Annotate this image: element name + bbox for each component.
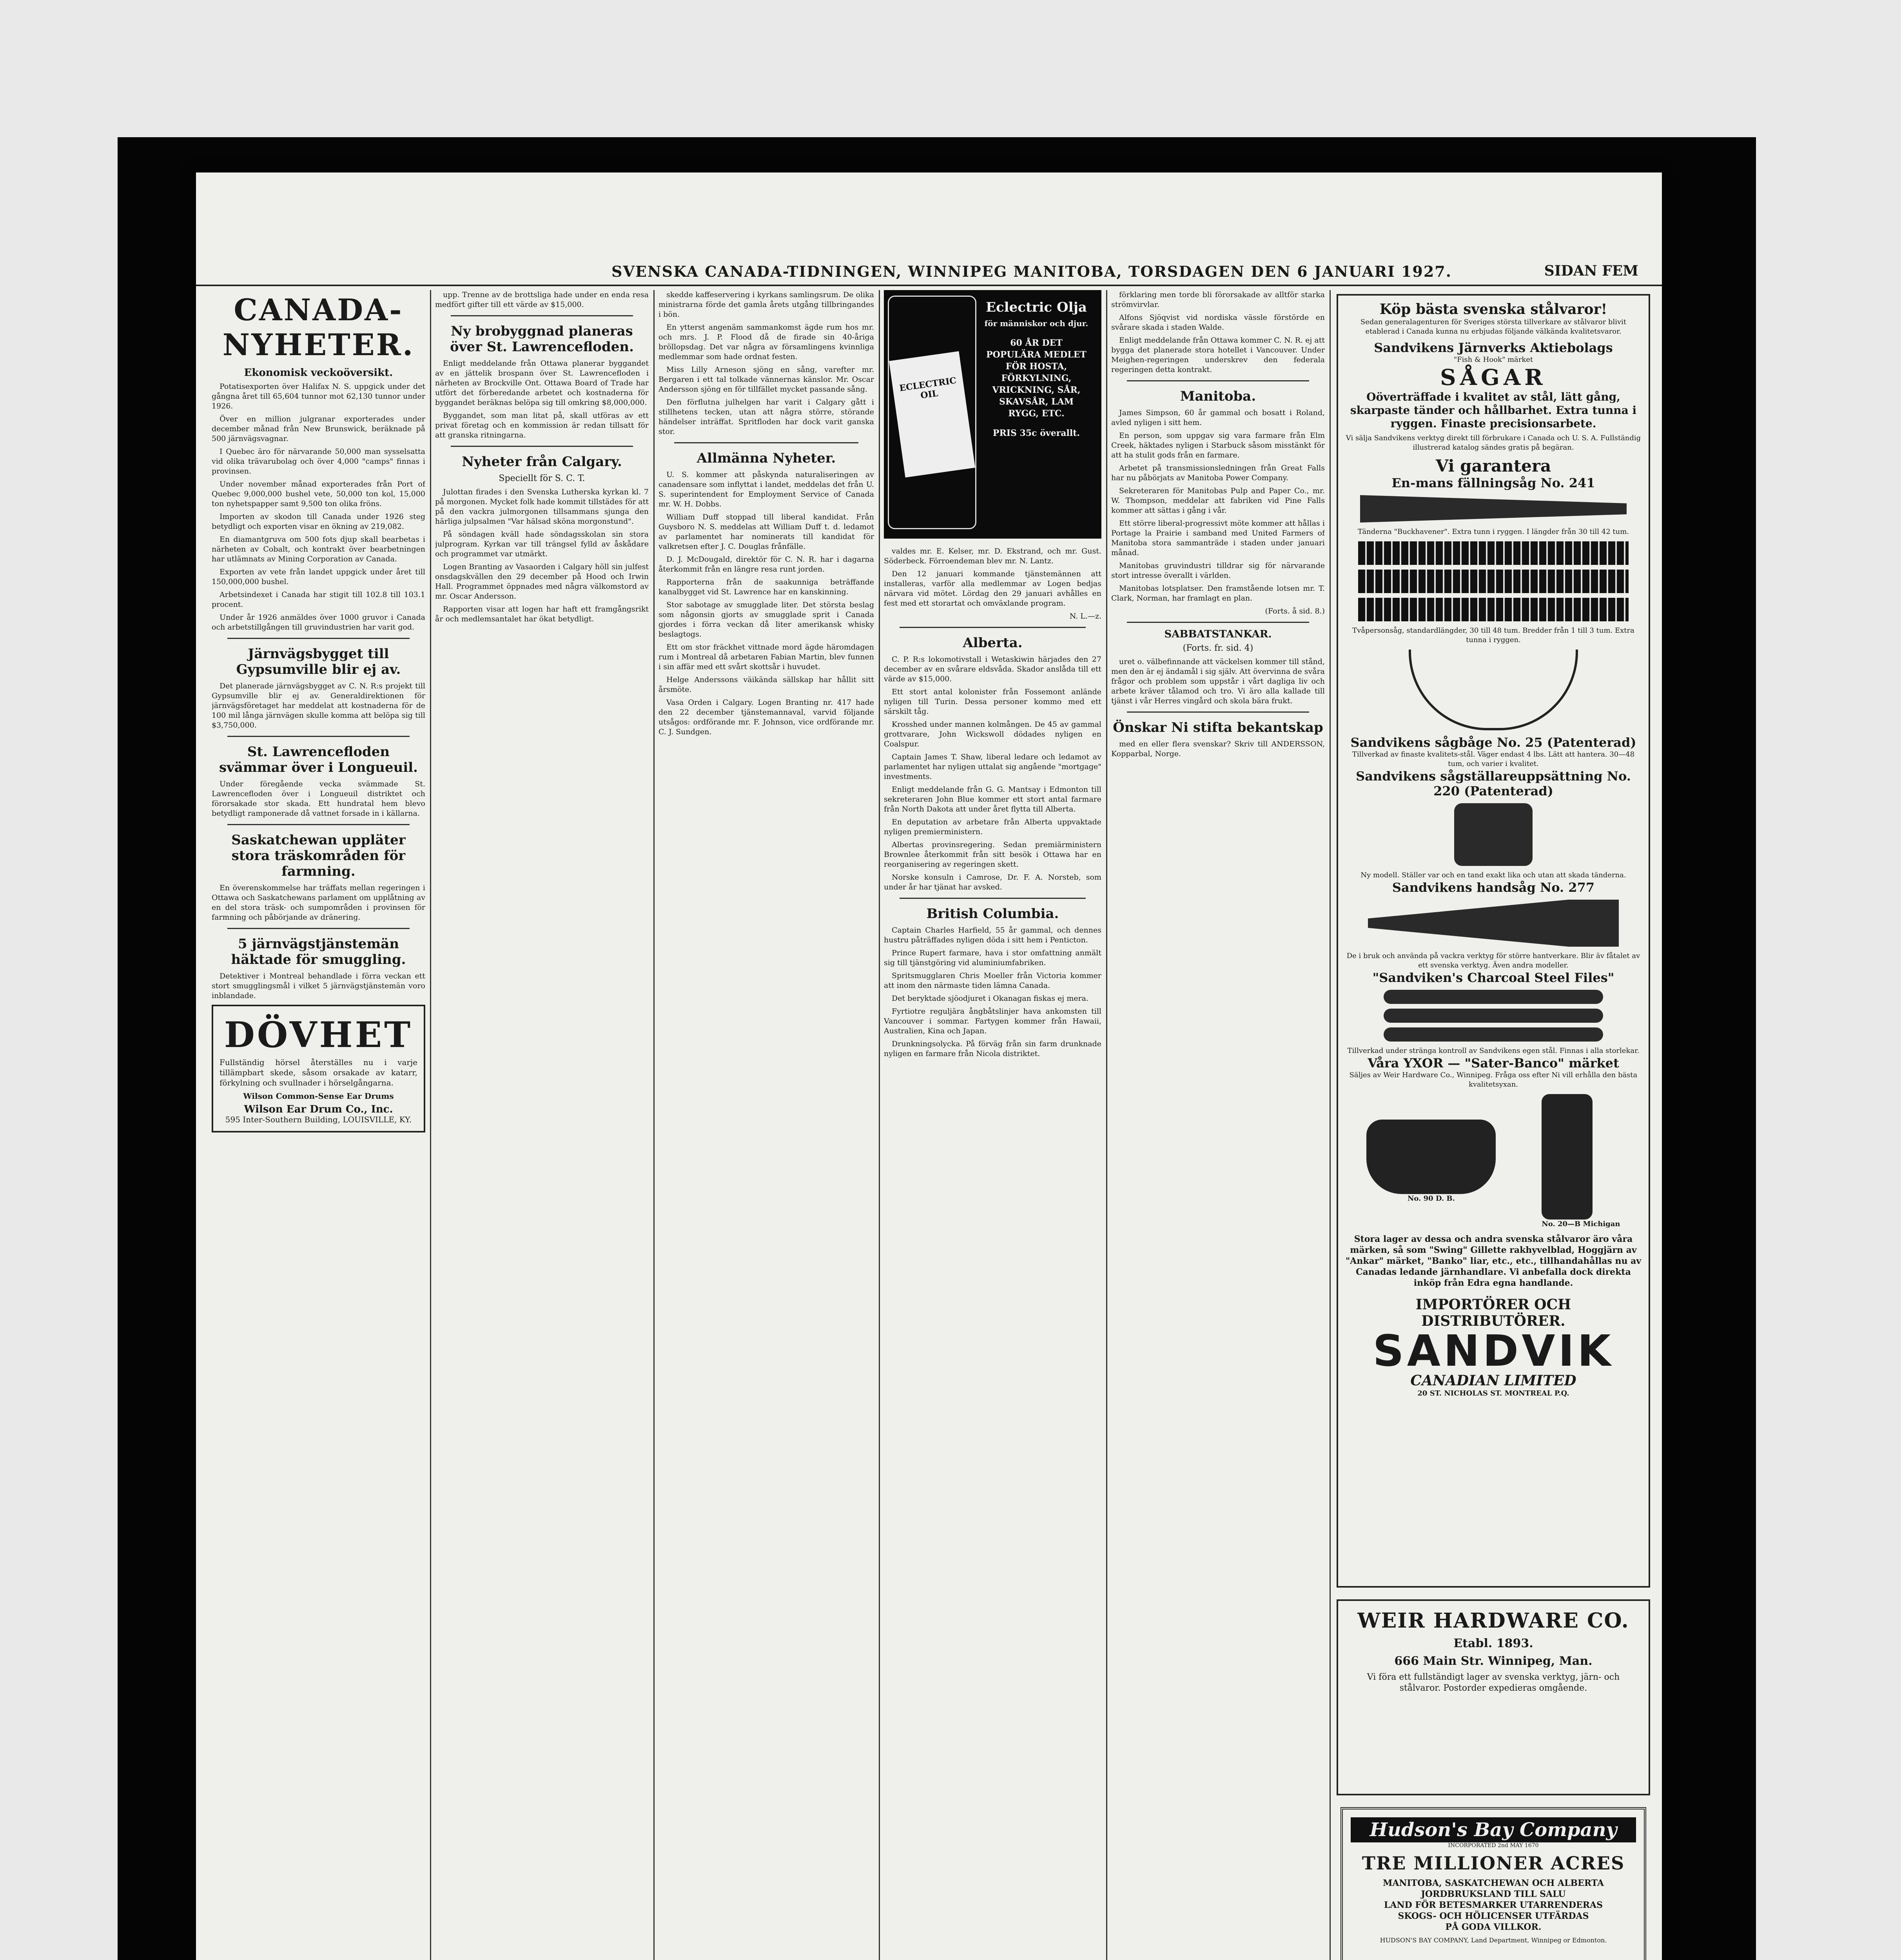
paragraph: Det beryktade sjöodjuret i Okanagan fiskas ej mera. bbox=[892, 994, 1088, 1003]
column-2 bbox=[435, 290, 649, 1960]
ad-intro: Sedan generalagenturen för Sveriges största tillverkare av stålvaror blivit etablerad i Canada kunna nu erbjudas följande välkända kvalitetsvaror. bbox=[1360, 318, 1627, 336]
paragraph: Ett stort antal kolonister från Fossemont anlände nyligen till Turin. Dessa personer kommo med ett särskilt tåg. bbox=[884, 688, 1101, 716]
headline-smuggling: 5 järnvägstjänstemän häktade för smuggling. bbox=[231, 936, 406, 967]
column-rule bbox=[653, 290, 655, 1960]
separator bbox=[900, 898, 1086, 899]
paragraph: Under november månad exporterades från Port of Quebec 9,000,000 bushel vete, 50,000 ton kol, 15,000 ton nyhetspapper samt 9,500 ton olika fröns. bbox=[212, 480, 425, 508]
column-rule bbox=[430, 290, 431, 1960]
paragraph: förklaring men torde bli förorsakade av alltför starka strömvirvlar. bbox=[1111, 290, 1325, 309]
axe-label: No. 90 D. B. bbox=[1407, 1194, 1455, 1203]
paragraph: Logen Branting av Vasaorden i Calgary höll sin julfest onsdagskvällen den 29 december på Hood och Irwin Hall. Programmet öppnades med några välkomstord av mr. Oscar Andersson. bbox=[435, 563, 649, 601]
paragraph: I Quebec äro för närvarande 50,000 man sysselsatta vid olika trävarubolag och över 4,000 "camps" finnas i provinsen. bbox=[212, 447, 425, 475]
ad-forest: SKOGS- OCH HÖLICENSER UTFÄRDAS bbox=[1398, 1911, 1589, 1921]
logo-address: 20 ST. NICHOLAS ST. MONTREAL P.Q. bbox=[1417, 1389, 1569, 1397]
paragraph: En diamantgruva om 500 fots djup skall bearbetas i närheten av Cobalt, och kontrakt över bearbetningen har utlämnats av Mining Corporation av Canada. bbox=[212, 535, 425, 563]
sandvik-ad bbox=[1337, 294, 1650, 1588]
headline-sabbath: SABBATSTANKAR. bbox=[1164, 628, 1272, 640]
ad-stock-text: Stora lager av dessa och andra svenska stålvaror äro våra märken, så som "Swing" Gillette rakhyvelblad, Hoggjärn av "Ankar" märket, "Banko" liar, etc., etc., tillhandahållas nu av Canadas ledande järnhandlare. Vi anbefalla dock direkta inköp från Edra egna handlande. bbox=[1345, 1234, 1642, 1288]
logo-subtitle: CANADIAN LIMITED bbox=[1410, 1372, 1576, 1389]
headline-railway: Järnvägsbygget till Gypsumville blir ej av. bbox=[236, 646, 401, 677]
product-note: Tillverkad av finaste kvalitets-stål. Väger endast 4 lbs. Lätt att hantera. 30—48 tum, och varier i kvalitet. bbox=[1352, 750, 1635, 768]
paragraph: Ett om stor fräckhet vittnade mord ägde häromdagen rum i Montreal då arbetaren Fabian Martin, blev funnen i sin affär med ett svårt skottsår i huvudet. bbox=[658, 643, 874, 671]
ad-guarantee: Vi garantera bbox=[1435, 456, 1551, 475]
ad-brand: "Fish & Hook" märket bbox=[1453, 356, 1533, 364]
crosscut-saw-icon bbox=[1360, 495, 1627, 523]
headline-calgary: Nyheter från Calgary. bbox=[462, 454, 622, 470]
ad-sold-text: Vi sälja Sandvikens verktyg direkt till förbrukare i Canada och U. S. A. Fullständig illustrerad katalog sändes gratis på begäran. bbox=[1346, 434, 1641, 452]
paragraph: Byggandet, som man litat på, skall utföras av ett privat företag och en kommission är redan tillsatt för att granska ritningarna. bbox=[435, 411, 649, 439]
ad-company: Wilson Ear Drum Co., Inc. bbox=[244, 1103, 393, 1115]
headline-saskatchewan: Saskatchewan uppläter stora träskområden för farmning. bbox=[231, 832, 406, 879]
paragraph: Den förflutna julhelgen har varit i Calgary gått i stillhetens tecken, utan att några större, störande händelser inträffat. Spritfloden har dock varit ganska stor. bbox=[658, 398, 874, 436]
separator bbox=[674, 442, 858, 443]
hudsons-bay-ad bbox=[1340, 1807, 1646, 1960]
ad-contact: HUDSON'S BAY COMPANY, Land Department, Winnipeg or Edmonton. bbox=[1380, 1936, 1607, 1944]
paragraph: Prince Rupert farmare, hava i stor omfattning anmält sig till tjänstgöring vid aluminiumfabriken. bbox=[884, 949, 1101, 967]
separator bbox=[1127, 711, 1309, 713]
product-note: Tillverkad under stränga kontroll av Sandvikens egen stål. Finnas i alla storlekar. bbox=[1347, 1047, 1640, 1055]
ad-address: 666 Main Str. Winnipeg, Man. bbox=[1394, 1654, 1593, 1668]
paragraph: En person, som uppgav sig vara farmare från Elm Creek, häktades nyligen i Starbuck såsom misstänkt för att ha stulit gods från en farmare. bbox=[1111, 431, 1325, 459]
paragraph: Manitobas lotsplatser. Den framstående lotsen mr. T. Clark, Norman, har framlagt en plan. bbox=[1111, 584, 1325, 603]
separator bbox=[227, 638, 410, 639]
ad-text: Vi föra ett fullständigt lager av svenska verktyg, järn- och stålvaror. Postorder expedieras omgående. bbox=[1367, 1672, 1620, 1693]
paragraph: Albertas provinsregering. Sedan premiärministern Brownlee återkommit från sitt besök i Ottawa har en reorganisering av regeringen skett. bbox=[884, 840, 1101, 869]
ad-address: 595 Inter-Southern Building, LOUISVILLE, KY. bbox=[225, 1115, 412, 1124]
paragraph: Alfons Sjöqvist vid nordiska vässle förstörde en svårare skada i staden Walde. bbox=[1111, 313, 1325, 332]
saw-setter-icon bbox=[1454, 803, 1533, 866]
paragraph: Det planerade järnvägsbygget av C. N. R:s projekt till Gypsumville blir ej av. Generaldirektionen för järnvägsföretaget har meddelat att kostnaderna för de 100 mil långa järnvägen skulle komma att belöpa sig till $3,750,000. bbox=[212, 682, 425, 730]
byline: Speciellt för S. C. T. bbox=[499, 474, 585, 483]
paragraph: Den 12 januari kommande tjänstemännen att installeras, varför alla medlemmar av Logen bedjas närvara vid mötet. Lördag den 29 januari avhålles en fest med ett storartat och omväxlande program. bbox=[884, 570, 1101, 608]
paragraph: William Duff stoppad till liberal kandidat. Från Guysboro N. S. meddelas att William Duff t. d. ledamot av parlamentet har nominerats till kandidat för valkretsen efter J. C. Douglas frånfälle. bbox=[658, 513, 874, 551]
paragraph: Ett större liberal-progressivt möte kommer att hållas i Portage la Prairie i samband med United Farmers of Manitoba stora sammanträde i staden under januari månad. bbox=[1111, 519, 1325, 557]
bow-saw-icon bbox=[1409, 650, 1578, 730]
saw-teeth-icon bbox=[1358, 570, 1629, 593]
ad-saws-title: SÅGAR bbox=[1440, 365, 1547, 390]
headline-british-columbia: British Columbia. bbox=[926, 906, 1059, 922]
ad-company: Sandvikens Järnverks Aktiebolags bbox=[1374, 340, 1613, 355]
ad-tagline: Oöverträffade i kvalitet av stål, lätt gång, skarpaste tänder och hållbarhet. Extra tunna i ryggen. Finaste precisionsarbete. bbox=[1350, 390, 1637, 430]
product-note: De i bruk och använda på vackra verktyg för större hantverkare. Blir äv fåtalet av ett svenska verktyg. Även andra modeller. bbox=[1346, 952, 1640, 969]
paragraph: Spritsmugglaren Chris Moeller från Victoria kommer att inom den närmaste tiden lämna Canada. bbox=[884, 971, 1101, 990]
paragraph: valdes mr. E. Kelser, mr. D. Ekstrand, och mr. Gust. Söderbeck. Förroendeman blev mr. N. Lantz. bbox=[884, 547, 1101, 565]
ad-established: Etabl. 1893. bbox=[1453, 1637, 1533, 1650]
paragraph: uret o. välbefinnande att väckelsen kommer till stånd, men den är ej ändamål i sig själv. Att övervinna de svåra frågor och problem som uppstår i vårt dagliga liv och arbete kräver tålamod och tro. Vi äro alla kallade till tjänst i vår Herres vingård och skola bära frukt. bbox=[1111, 657, 1325, 705]
column-4 bbox=[884, 290, 1101, 1960]
column-rule bbox=[1106, 290, 1107, 1960]
product-axes: Våra YXOR — "Sater-Banco" märket bbox=[1368, 1056, 1619, 1071]
column-rule bbox=[879, 290, 880, 1960]
separator bbox=[227, 736, 410, 737]
continued-from: (Forts. fr. sid. 4) bbox=[1183, 643, 1253, 653]
file-icon bbox=[1384, 990, 1603, 1004]
axe-head-icon bbox=[1542, 1094, 1593, 1220]
ad-land: JORDBRUKSLAND TILL SALU bbox=[1421, 1889, 1566, 1899]
paragraph: Potatisexporten över Halifax N. S. uppgick under det gångna året till 65,604 tunnor mot 62,130 tunnor under 1926. bbox=[212, 382, 425, 410]
ad-headline: Köp bästa svenska stålvaror! bbox=[1379, 301, 1607, 318]
separator bbox=[451, 315, 633, 316]
paragraph: Captain James T. Shaw, liberal ledare och ledamot av parlamentet har nyligen uttalat sig angående "mortgage" investments. bbox=[884, 753, 1101, 781]
weir-hardware-ad bbox=[1337, 1599, 1650, 1795]
paragraph: upp. Trenne av de brottsliga hade under en enda resa medfört gifter till ett värde av $15,000. bbox=[435, 290, 649, 309]
paragraph: Vasa Orden i Calgary. Logen Branting nr. 417 hade den 22 december tjänstemannaval, varvid följande utsågos: ordförande mr. F. Johnson, vice ordförande mr. C. J. Sundgen. bbox=[658, 698, 874, 736]
ad-headline: TRE MILLIONER ACRES bbox=[1362, 1853, 1625, 1874]
paragraph: Norske konsuln i Camrose, Dr. F. A. Norsteb, som under år har tjänat har avsked. bbox=[884, 873, 1101, 891]
ad-incorporated: INCORPORATED 2nd MAY 1670 bbox=[1448, 1842, 1539, 1849]
product-note: Tvåpersonsåg, standardlängder, 30 till 48 tum. Bredder från 1 till 3 tum. Extra tunna i ryggen. bbox=[1352, 626, 1634, 644]
deafness-ad bbox=[212, 1005, 425, 1132]
eclectric-oil-ad bbox=[884, 290, 1101, 539]
paragraph: skedde kaffeservering i kyrkans samlingsrum. De olika ministrarna förde det gamla årets utgång tillbringandes i bön. bbox=[658, 290, 874, 319]
axe-figure bbox=[1366, 1120, 1496, 1203]
saw-teeth-icon bbox=[1358, 598, 1629, 621]
file-icon bbox=[1384, 1009, 1603, 1023]
separator bbox=[900, 627, 1086, 628]
ad-importers: IMPORTÖRER OCH DISTRIBUTÖRER. bbox=[1415, 1296, 1571, 1329]
ad-terms: PÅ GODA VILLKOR. bbox=[1445, 1922, 1542, 1932]
column-1 bbox=[212, 290, 425, 1960]
paragraph: En deputation av arbetare från Alberta uppvaktade nyligen premierministern. bbox=[884, 818, 1101, 836]
paragraph: På söndagen kväll hade söndagsskolan sin stora julprogram. Kyrkan var till trängsel fylld av åskådare och programmet var utmärkt. bbox=[435, 530, 649, 558]
product-bowsaw: Sandvikens sågbåge No. 25 (Patenterad) bbox=[1350, 735, 1636, 750]
paragraph: Manitobas gruvindustri tilldrar sig för närvarande stort intresse överallt i världen. bbox=[1111, 561, 1325, 580]
paragraph: Enligt meddelande från Ottawa planerar byggandet av en jättelik brospann över St. Lawrencefloden i närheten av Brockville Ont. Ottawa Board of Trade har utfört det förberedande arbetet och kostnaderna för byggandet beräknas belöpa sig till omkring $8,000,000. bbox=[435, 359, 649, 407]
product-handsaw: Sandvikens handsåg No. 277 bbox=[1392, 880, 1595, 895]
headline-economy: Ekonomisk veckoöversikt. bbox=[244, 367, 393, 379]
paragraph: Stor sabotage av smugglade liter. Det största beslag som någonsin gjorts av smugglade sprit i Canada gjordes i förra veckan då liter amerikansk whisky beslagtogs. bbox=[658, 601, 874, 639]
paragraph: Krosshed under mannen kolmången. De 45 av gammal grottvarare, John Wickswoll dödades nyligen en Coalspur. bbox=[884, 720, 1101, 748]
masthead-title: SVENSKA CANADA-TIDNINGEN, WINNIPEG MANITOBA, TORSDAGEN DEN 6 JANUARI 1927. bbox=[611, 263, 1452, 280]
signature: N. L.—z. bbox=[1069, 612, 1101, 621]
paragraph: Fyrtiotre reguljära ångbåtslinjer hava ankomsten till Vancouver i sommar. Fartygen kommer från Hawaii, Australien, Kina och Japan. bbox=[884, 1007, 1101, 1035]
paragraph: Sekreteraren för Manitobas Pulp and Paper Co., mr. W. Thompson, meddelar att fabriken vid Pine Falls kommer att sättas i gång i vår. bbox=[1111, 486, 1325, 515]
newspaper-page bbox=[196, 172, 1662, 1960]
section-title: CANADA-NYHETER. bbox=[222, 292, 415, 362]
headline-general-news: Allmänna Nyheter. bbox=[697, 450, 836, 466]
ad-product: Wilson Common-Sense Ear Drums bbox=[243, 1091, 394, 1101]
paragraph: Exporten av vete från landet uppgick under året till 150,000,000 bushel. bbox=[212, 568, 425, 586]
product-saw-setter: Sandvikens sågställareuppsättning No. 220 (Patenterad) bbox=[1356, 769, 1631, 799]
masthead bbox=[196, 263, 1662, 286]
headline-contact: Önskar Ni stifta bekantskap bbox=[1113, 720, 1323, 735]
headline-manitoba: Manitoba. bbox=[1180, 388, 1256, 404]
ad-title: Eclectric Olja bbox=[986, 299, 1087, 315]
paragraph: Över en million julgranar exporterades under december månad från New Brunswick, beräknade på 500 järnvägsvagnar. bbox=[212, 415, 425, 443]
product-note: Ny modell. Ställer var och en tand exakt lika och utan att skada tänderna. bbox=[1360, 871, 1626, 879]
saw-teeth-icon bbox=[1358, 541, 1629, 565]
column-5 bbox=[1111, 290, 1325, 1960]
paragraph: Julottan firades i den Svenska Lutherska kyrkan kl. 7 på morgonen. Mycket folk hade kommit tillstädes för att på den vackra julmorgonen tillsammans sjunga den härliga julpsalmen "Var hälsad sköna morgonstund". bbox=[435, 488, 649, 526]
paragraph: Rapporterna från de saakunniga beträffande kanalbygget vid St. Lawrence har en kanskinning. bbox=[658, 578, 874, 596]
bottle-label: ECLECTRIC OIL bbox=[889, 351, 975, 477]
paragraph: C. P. R:s lokomotivstall i Wetaskiwin härjades den 27 december av en svårare eldsvåda. Skador anslåda till ett värde av $15,000. bbox=[884, 655, 1101, 683]
paragraph: Drunkningsolycka. På förväg från sin farm drunknade nyligen en farmare från Nicola distriktet. bbox=[884, 1040, 1101, 1058]
ad-text: 60 ÅR DET POPULÄRA MEDLET FÖR HOSTA, FÖRKYLNING, VRICKNING, SÅR, SKAVSÅR, LAM RYGG, ETC. bbox=[986, 338, 1087, 419]
paragraph: U. S. kommer att påskynda naturaliseringen av canadensare som inflyttat i landet, meddelas det från U. S. superintendent for Employment Service of Canada mr. W. H. Dobbs. bbox=[658, 470, 874, 508]
bottle-illustration bbox=[888, 296, 976, 529]
ad-subtitle: för människor och djur. bbox=[984, 319, 1088, 328]
separator bbox=[451, 446, 633, 447]
paragraph: Importen av skodon till Canada under 1926 steg betydligt och exporten visar en ökning av 219,082. bbox=[212, 512, 425, 531]
headline-lawrence-flood: St. Lawrencefloden svämmar över i Longueuil. bbox=[219, 744, 418, 775]
axe-label: No. 20—B Michigan bbox=[1542, 1220, 1620, 1228]
paragraph: Detektiver i Montreal behandlade i förra veckan ett stort smugglingsmål i vilket 5 järnvägstjänstemän voro inblandade. bbox=[212, 972, 425, 1000]
paragraph: Enligt meddelande från G. G. Mantsay i Edmonton till sekreteraren John Blue kommer ett stort antal farmare från North Dakota att under året flytta till Alberta. bbox=[884, 785, 1101, 813]
ad-title: DÖVHET bbox=[224, 1014, 413, 1056]
paragraph: Arbetet på transmissionsledningen från Great Falls har nu påbörjats av Manitoba Power Company. bbox=[1111, 464, 1325, 482]
separator bbox=[1127, 622, 1309, 623]
separator bbox=[227, 928, 410, 929]
column-rule bbox=[1330, 290, 1331, 1960]
paragraph: Helge Anderssons väikända sällskap har hållit sitt årsmöte. bbox=[658, 675, 874, 694]
file-icon bbox=[1384, 1027, 1603, 1042]
continued-note: (Forts. å sid. 8.) bbox=[1265, 607, 1325, 615]
ad-price: PRIS 35c överallt. bbox=[992, 428, 1080, 438]
headline-alberta: Alberta. bbox=[963, 635, 1023, 651]
ad-reserved: LAND FÖR BETESMARKER UTARRENDERAS bbox=[1384, 1900, 1603, 1910]
page-label: SIDAN FEM bbox=[1544, 263, 1638, 279]
paragraph: med en eller flera svenskar? Skriv till ANDERSSON, Kopparbal, Norge. bbox=[1111, 740, 1325, 758]
sandvik-logo: SANDVIK bbox=[1373, 1326, 1614, 1376]
ad-provinces: MANITOBA, SASKATCHEWAN OCH ALBERTA bbox=[1382, 1878, 1604, 1888]
handsaw-icon bbox=[1368, 900, 1619, 947]
column-3 bbox=[658, 290, 874, 1960]
product-saw-241: En-mans fällningsåg No. 241 bbox=[1391, 475, 1595, 490]
headline-bridge: Ny brobyggnad planeras över St. Lawrencefloden. bbox=[450, 323, 634, 355]
paragraph: Under år 1926 anmäldes över 1000 gruvor i Canada och arbetstillgången till gruvindustrien har varit god. bbox=[212, 613, 425, 632]
separator bbox=[1127, 380, 1309, 381]
paragraph: Miss Lilly Arneson sjöng en sång, varefter mr. Bergaren i ett tal tolkade vännernas känslor. Mr. Oscar Andersson sjöng en för tillfället mycket passande sång. bbox=[658, 365, 874, 394]
paragraph: James Simpson, 60 år gammal och bosatt i Roland, avled nyligen i sitt hem. bbox=[1111, 408, 1325, 427]
paragraph: Rapporten visar att logen har haft ett framgångsrikt år och medlemsantalet har ökat betydligt. bbox=[435, 605, 649, 623]
paragraph: Captain Charles Harfield, 55 år gammal, och dennes hustru påträffades nyligen döda i sitt hem i Penticton. bbox=[884, 926, 1101, 944]
paragraph: Under föregående vecka svämmade St. Lawrencefloden över i Longueuil distriktet och förorsakade stor skada. Ett hundratal hem blevo betydligt ramponerade då vattnet forsade in i källarna. bbox=[212, 780, 425, 818]
ad-company: Hudson's Bay Company bbox=[1351, 1817, 1636, 1842]
article-economy bbox=[212, 382, 425, 632]
axe-figure bbox=[1542, 1094, 1620, 1229]
paragraph: En ytterst angenäm sammankomst ägde rum hos mr. och mrs. J. P. Flood då de firade sin 40-åriga bröllopsdag. Det var några av församlingens kvinnliga medlemmar som hade ordnat festen. bbox=[658, 323, 874, 361]
double-bit-axe-icon bbox=[1366, 1120, 1496, 1194]
ad-company: WEIR HARDWARE CO. bbox=[1357, 1609, 1629, 1633]
ad-text: Fullständig hörsel återställes nu i varje tillämpbart skede, såsom orsakade av katarr, förkylning och svullnader i hörselgångarna. bbox=[219, 1058, 417, 1087]
product-note: Tänderna "Buckhavener". Extra tunn i ryggen. I längder från 30 till 42 tum. bbox=[1357, 528, 1629, 536]
product-files: "Sandviken's Charcoal Steel Files" bbox=[1372, 970, 1614, 985]
paragraph: D. J. McDougald, direktör för C. N. R. har i dagarna återkommit från en längre resa runt jorden. bbox=[658, 555, 874, 573]
paragraph: Arbetsindexet i Canada har stigit till 102.8 till 103.1 procent. bbox=[212, 590, 425, 609]
paragraph: En överenskommelse har träffats mellan regeringen i Ottawa och Saskatchewans parlament om upplåtning av en del stora träsk- och sumpområden i provinsen för farmning och påbörjande av dränering. bbox=[212, 884, 425, 922]
paragraph: Enligt meddelande från Ottawa kommer C. N. R. ej att bygga det planerade stora hotellet i Vancouver. Under Meighen-regeringen underskrev den federala regeringen detta kontrakt. bbox=[1111, 336, 1325, 374]
product-note: Säljes av Weir Hardware Co., Winnipeg. Fråga oss efter Ni vill erhålla den bästa kvalitetsyxan. bbox=[1349, 1071, 1638, 1089]
separator bbox=[227, 824, 410, 825]
